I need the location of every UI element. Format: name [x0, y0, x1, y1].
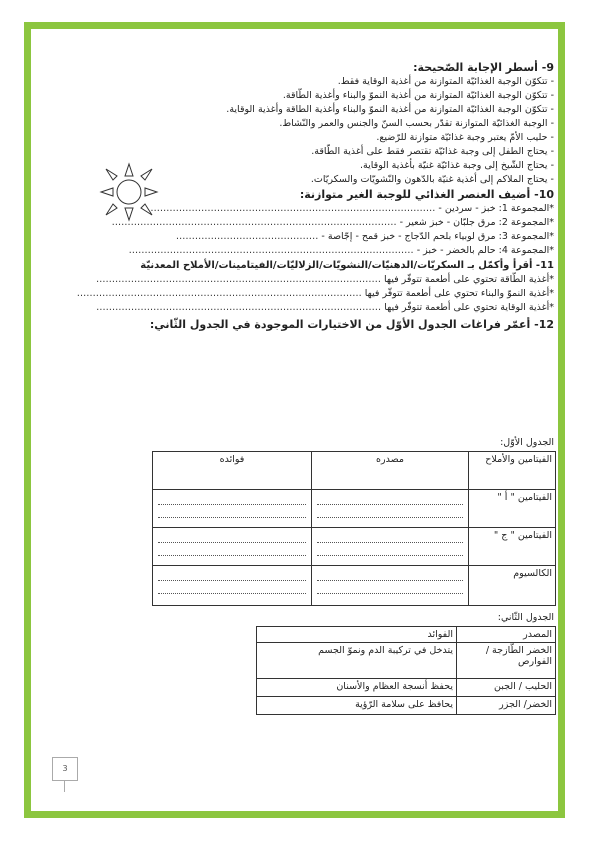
q9-line: - يحتاج الطفل إلى وجبة غذائيّة تقتصر فقط على أغذية الطّاقة. [311, 146, 554, 157]
table-cell: الخضر الطّازجة / الفوارص [457, 643, 556, 679]
table-1 [152, 451, 556, 606]
table-2 [256, 626, 556, 715]
q10-group: *المجموعة 1: خبز - سردين - ……………………………………………………………………………… [150, 203, 554, 214]
table2-caption: الجدول الثّاني: [497, 612, 554, 623]
q9-title: 9- أسطر الإجابة الصّحيحة: [413, 61, 554, 74]
q9-line: - تتكوّن الوجبة الغذائيّة المتوازنة من أغذية النموّ والبناء وأغذية الطّاقة. [282, 90, 554, 101]
q10-title: 10- أضيف العنصر الغذائي للوجبة الغير متوازنة: [299, 188, 554, 201]
table-row [153, 490, 556, 528]
table-cell: الفيتامين " ج " [469, 528, 556, 566]
table-row [257, 643, 556, 679]
q11-line: *أغذية النموّ والبناء تحتوي على أطعمة تتوفّر فيها ……………………………………………………………………………… [76, 288, 554, 299]
q10-group: *المجموعة 4: حالم بالخضر - خبز - ……………………………………………………………………………… [128, 245, 554, 256]
table-cell: الحليب / الجبن [457, 679, 556, 697]
table-cell: يتدخل في تركيبة الدم ونموّ الجسم [257, 643, 457, 679]
table-cell: الخضر/ الجزر [457, 697, 556, 715]
table1-caption: الجدول الأوّل: [500, 437, 554, 448]
q11-line: *أغذية الطّاقة تحتوي على أطعمة تتوفّر فيها ……………………………………………………………………………… [95, 274, 554, 285]
table-cell: الكالسيوم [469, 566, 556, 606]
table-row [153, 566, 556, 606]
table-header: فوائده [153, 452, 312, 490]
table-cell: يحافظ على سلامة الرّؤية [257, 697, 457, 715]
page-number: 3 [52, 757, 78, 781]
table-header: الفوائد [257, 627, 457, 643]
table-row [257, 679, 556, 697]
table-header: المصدر [457, 627, 556, 643]
table-cell: يحفظ أنسجة العظام والأسنان [257, 679, 457, 697]
table-cell: الفيتامين " أ " [469, 490, 556, 528]
answer-cell[interactable] [312, 528, 469, 566]
q9-line: - تتكوّن الوجبة الغذائيّة المتوازنة من أغذية الوقاية فقط. [337, 76, 554, 87]
q10-group: *المجموعة 3: مرق لوبياء بلحم الدّجاج - خبز قمح - إجّاصة - ……………………………………… [175, 231, 554, 242]
q12-title: 12- أعمّر فراغات الجدول الأوّل من الاختيارات الموجودة في الجدول الثّاني: [149, 318, 554, 331]
answer-cell[interactable] [153, 490, 312, 528]
table-row [257, 697, 556, 715]
answer-cell[interactable] [153, 566, 312, 606]
q10-group: *المجموعة 2: مرق جلبّان - خبز شعير - ……………………………………………………………………………… [111, 217, 554, 228]
table-header: الفيتامين والأملاح [469, 452, 556, 490]
worksheet-content [44, 50, 554, 332]
answer-cell[interactable] [312, 490, 469, 528]
table-row [153, 452, 556, 490]
table-row [257, 627, 556, 643]
page-number-tick [64, 780, 65, 792]
q11-line: *أغذية الوقاية تحتوي على أطعمة تتوفّر فيها ……………………………………………………………………………… [96, 302, 554, 313]
q9-line: - يحتاج الشّيخ إلى وجبة غذائيّة غنيّة بأغذية الوقاية. [360, 160, 554, 171]
table-header: مصدره [312, 452, 469, 490]
q9-line: - يحتاج الملاكم إلى أغذية غنيّة بالدّهون والنّشويّات والسكريّات. [310, 174, 554, 185]
q9-line: - حليب الأمّ يعتبر وجبة غذائيّة متوازنة للرّضيع. [376, 132, 554, 143]
answer-cell[interactable] [312, 566, 469, 606]
q9-line: - الوجبة الغذائيّة المتوازنة تقدّر بحسب السنّ والجنس والعمر والنّشاط. [279, 118, 554, 129]
q9-line: - تتكوّن الوجبة الغذائيّة المتوازنة من أغذية النموّ والبناء وأغذية الطاقة وأغذية الوقاية. [226, 104, 554, 115]
table-row [153, 528, 556, 566]
answer-cell[interactable] [153, 528, 312, 566]
q11-title: 11- أقرأ وأكمّل بـ السكريّات/الدهنيّات/النشويّات/الزلاليّات/الفيتامينات/الأملاح المعدنيّة [140, 260, 554, 271]
